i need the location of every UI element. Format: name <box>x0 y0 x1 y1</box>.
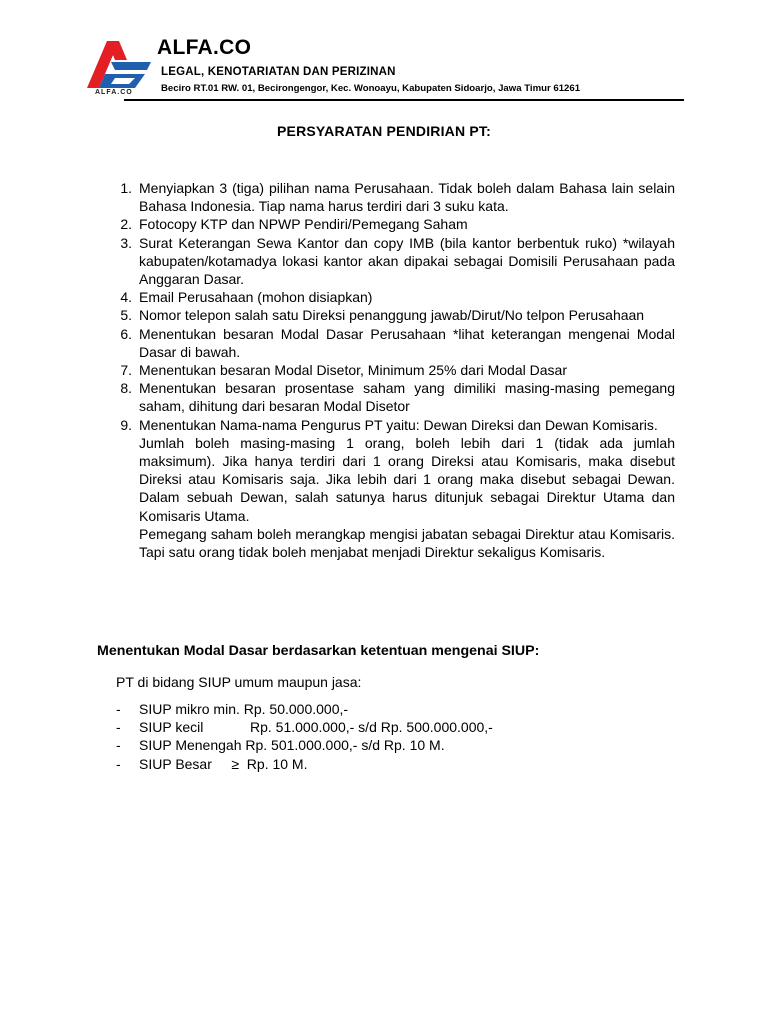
page-title: PERSYARATAN PENDIRIAN PT: <box>277 123 491 139</box>
list-text: Email Perusahaan (mohon disiapkan) <box>139 289 373 306</box>
section-intro: PT di bidang SIUP umum maupun jasa: <box>116 674 362 690</box>
list-number: 1. <box>120 180 132 196</box>
list-text: Menentukan besaran Modal Disetor, Minimum 25% dari Modal Dasar <box>139 362 567 379</box>
list-item <box>112 215 675 233</box>
list-number: 3. <box>120 234 132 251</box>
logo-caption: ALFA.CO <box>95 89 133 96</box>
list-text: Menentukan besaran Modal Dasar Perusahaan *lihat keterangan mengenai Modal Dasar di bawah. <box>139 325 675 360</box>
siup-list <box>116 700 493 773</box>
bullet-dash: - <box>116 719 121 736</box>
bullet-dash: - <box>116 737 121 754</box>
list-item <box>112 416 675 562</box>
section-title: Menentukan Modal Dasar berdasarkan ketentuan mengenai SIUP: <box>97 643 540 659</box>
list-number: 5. <box>120 307 132 324</box>
list-text: Fotocopy KTP dan NPWP Pendiri/Pemegang Saham <box>139 216 468 233</box>
company-name: ALFA.CO <box>157 36 252 59</box>
siup-text: SIUP kecil Rp. 51.000.000,- s/d Rp. 500.000.000,- <box>139 719 493 736</box>
list-item <box>112 234 675 289</box>
item9-note: Pemegang saham boleh merangkap mengisi jabatan sebagai Direktur atau Komisaris. Tapi satu orang tidak boleh menjabat menjadi Direktur sekaligus Komisaris. <box>139 525 675 561</box>
list-number: 2. <box>120 216 132 233</box>
list-item <box>112 306 675 324</box>
list-item <box>112 288 675 306</box>
siup-text: SIUP Besar ≥ Rp. 10 M. <box>139 755 308 772</box>
requirements-list <box>112 179 675 561</box>
list-number: 6. <box>120 325 132 342</box>
list-text: Nomor telepon salah satu Direksi penanggung jawab/Dirut/No telpon Perusahaan <box>139 307 645 324</box>
list-text: Surat Keterangan Sewa Kantor dan copy IMB (bila kantor berbentuk ruko) *wilayah kabupaten/kotamadya lokasi kantor akan dipakai sebagai Domisili Perusahaan pada Anggaran Dasar. <box>139 234 675 288</box>
list-number: 4. <box>120 289 132 306</box>
siup-item <box>116 700 493 718</box>
item9-note: Jumlah boleh masing-masing 1 orang, boleh lebih dari 1 (tidak ada jumlah maksimum). Jika hanya terdiri dari 1 orang Direksi atau Komisaris, maka disebut Direksi atau Komisaris saja. Jika lebih dari 1 orang maka disebut sebagai Dewan. Dalam sebuah Dewan, salah satunya harus ditunjuk sebagai Direktur Utama dan Komisaris Utama. <box>139 434 675 524</box>
siup-text: SIUP Menengah Rp. 501.000.000,- s/d Rp. 10 M. <box>139 737 445 754</box>
list-number: 7. <box>120 362 132 379</box>
siup-text: SIUP mikro min. Rp. 50.000.000,- <box>139 701 349 717</box>
company-subtitle: LEGAL, KENOTARIATAN DAN PERIZINAN <box>161 66 396 78</box>
list-item <box>112 179 675 215</box>
header-divider <box>124 99 684 101</box>
list-text: Menyiapkan 3 (tiga) pilihan nama Perusahaan. Tidak boleh dalam Bahasa lain selain Bahasa Indonesia. Tiap nama harus terdiri dari 3 suku kata. <box>139 180 675 215</box>
siup-item <box>116 755 493 773</box>
siup-item <box>116 736 493 754</box>
bullet-dash: - <box>116 755 121 772</box>
bullet-dash: - <box>116 701 121 717</box>
list-number: 9. <box>120 416 132 433</box>
list-item <box>112 379 675 415</box>
list-item <box>112 361 675 379</box>
siup-item <box>116 718 493 736</box>
list-text: Menentukan Nama-nama Pengurus PT yaitu: Dewan Direksi dan Dewan Komisaris. <box>139 416 658 433</box>
company-address: Beciro RT.01 RW. 01, Becirongengor, Kec. Wonoayu, Kabupaten Sidoarjo, Jawa Timur 61261 <box>161 83 581 94</box>
list-number: 8. <box>120 380 132 397</box>
list-item <box>112 325 675 361</box>
list-text: Menentukan besaran prosentase saham yang dimiliki masing-masing pemegang saham, dihitung dari besaran Modal Disetor <box>139 380 675 415</box>
